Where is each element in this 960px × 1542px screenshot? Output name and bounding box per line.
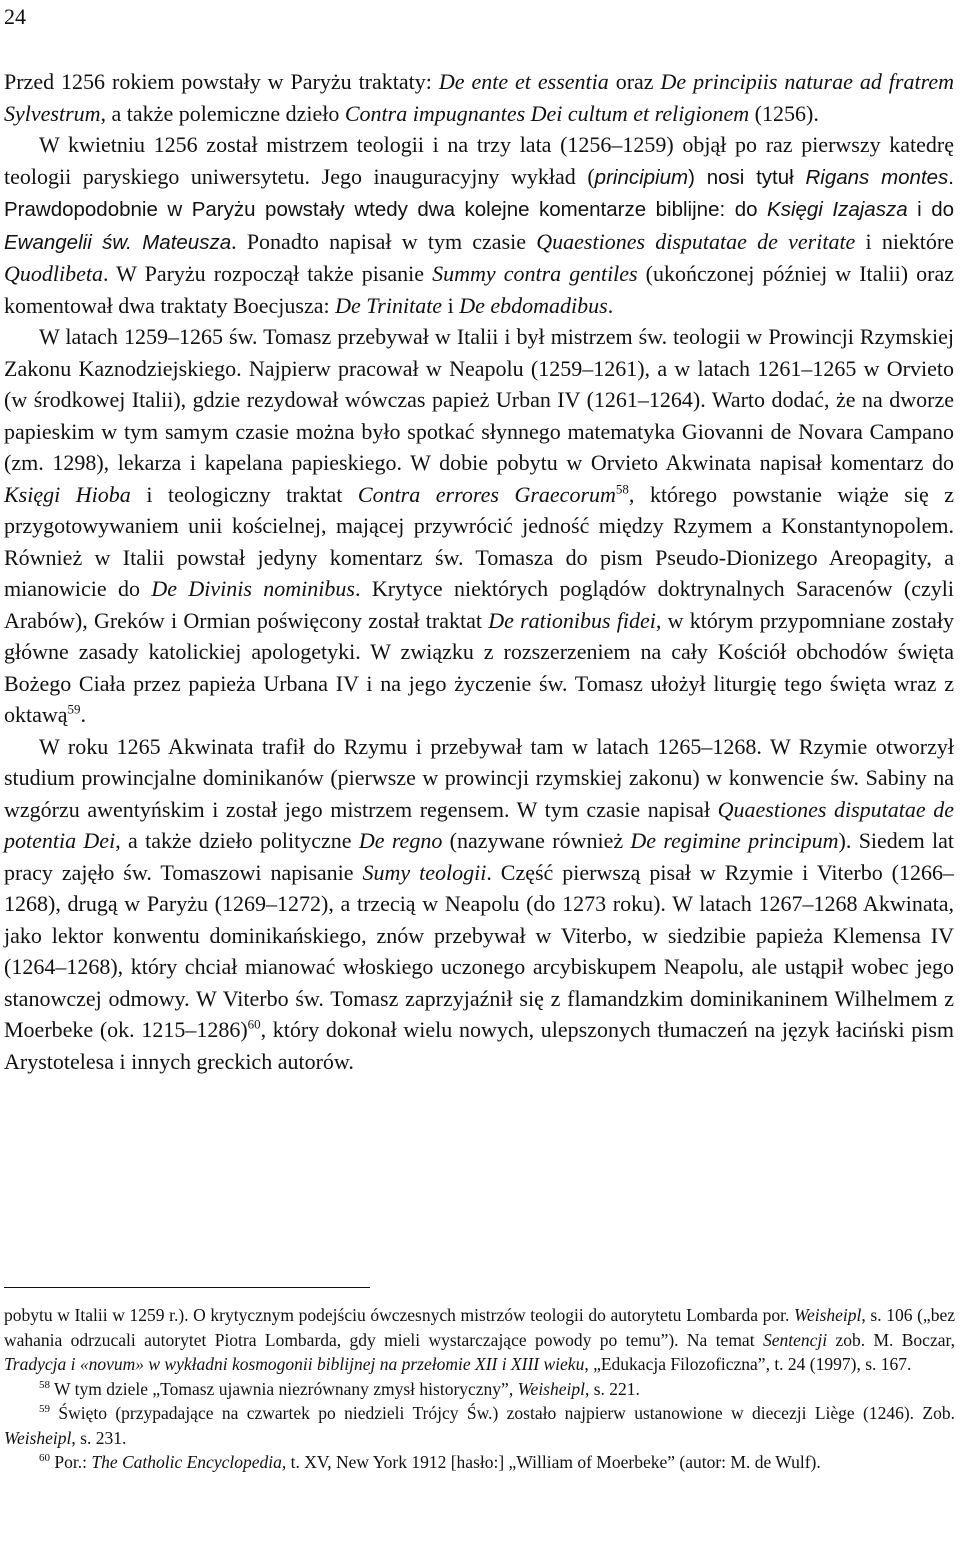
footnote-number: 60 xyxy=(39,1452,50,1465)
footnotes xyxy=(4,1303,955,1475)
footnote-59: $^{59}$ Święto (przypadające na czwartek po niedzieli Trójcy Św.) zostało najpierw ustanowione w diecezji Liège (1246). Zob. Weisheipl, s. 231. xyxy=(4,1403,955,1448)
paragraph-1: Przed 1256 rokiem powstały w Paryżu traktaty: De ente et essentia oraz De principiis naturae ad fratrem Sylvestrum, a także polemiczne dzieło Contra impugnantes Dei cultum et religionem (1256). xyxy=(4,69,954,126)
footnote-58: $^{58}$ W tym dziele „Tomasz ujawnia niezrównany zmysł historyczny”, Weisheipl, s. 221. xyxy=(39,1378,640,1399)
footnote-60: $^{60}$ Por.: The Catholic Encyclopedia, t. XV, New York 1912 [hasło:] „William of Moerbeke” (autor: M. de Wulf). xyxy=(39,1452,821,1472)
main-text xyxy=(4,66,954,1077)
footnote-ref-58[interactable]: 58 xyxy=(615,481,629,497)
footnote-number: 59 xyxy=(39,1403,50,1416)
footnote-ref-59[interactable]: 59 xyxy=(67,701,81,717)
paragraph-2: W kwietniu 1256 został mistrzem teologii i na trzy lata (1256–1259) objął po raz pierwszy katedrę teologii paryskiego uniwersytetu. Jego inauguracyjny wykład (principium) nosi tytuł Rigans montes. Prawdopodobnie w Paryżu powstały wtedy dwa kolejne komentarze biblijne: do Księgi Izajasza i do Ewangelii św. Mateusza. Ponadto napisał w tym czasie Quaestiones disputatae de veritate i niektóre Quodlibeta. W Paryżu rozpoczął także pisanie Summy contra gentiles (ukończonej później w Italii) oraz komentował dwa traktaty Boecjusza: De Trinitate i De ebdomadibus. xyxy=(4,132,954,318)
page-number: 24 xyxy=(4,4,26,29)
footnote-continuation: pobytu w Italii w 1259 r.). O krytycznym podejściu ówczesnych mistrzów teologii do autorytetu Lombarda por. Weisheipl, s. 106 („bez wahania odrzucali autorytet Piotra Lombarda, gdy mieli wystarczające powody po temu”). Na temat Sentencji zob. M. Boczar, Tradycja i «novum» w wykładni kosmogonii biblijnej na przełomie XII i XIII wieku, „Edukacja Filozoficzna”, t. 24 (1997), s. 167. xyxy=(4,1305,955,1374)
footnote-ref-60[interactable]: 60 xyxy=(247,1016,261,1032)
footnote-number: 58 xyxy=(39,1378,50,1391)
paragraph-4: W roku 1265 Akwinata trafił do Rzymu i przebywał tam w latach 1265–1268. W Rzymie otworzył studium prowincjalne dominikanów (pierwsze w prowincji rzymskiej zakonu) w konwencie św. Sabiny na wzgórzu awentyńskim i został jego mistrzem regensem. W tym czasie napisał Quaestiones disputatae de potentia Dei, a także dzieło polityczne De regno (nazywane również De regimine principum). Siedem lat pracy zajęło św. Tomaszowi napisanie Sumy teologii. Część pierwszą pisał w Rzymie i Viterbo (1266–1268), drugą w Paryżu (1269–1272), a trzecią w Neapolu (do 1273 roku). W latach 1267–1268 Akwinata, jako lektor konwentu dominikańskiego, znów przebywał w Viterbo, w siedzibie papieża Klemensa IV (1264–1268), który chciał mianować włoskiego uczonego arcybiskupem Neapolu, ale ustąpił wobec jego stanowczej odmowy. W Viterbo św. Tomasz zaprzyjaźnił się z flamandzkim dominikaninem Wilhelmem z Moerbeke (ok. 1215–1286)$^{60}$, który dokonał wielu nowych, ulepszonych tłumaczeń na język łaciński pism Arystotelesa i innych greckich autorów. xyxy=(4,733,954,1074)
paragraph-3: W latach 1259–1265 św. Tomasz przebywał w Italii i był mistrzem św. teologii w Prowincji Rzymskiej Zakonu Kaznodziejskiego. Najpierw pracował w Neapolu (1259–1261), a w latach 1261–1265 w Orvieto (w środkowej Italii), gdzie rezydował wówczas papież Urban IV (1261–1264). Warto dodać, że na dworze papieskim w tym samym czasie można było spotkać słynnego matematyka Giovanni de Novara Campano (zm. 1298), lekarza i kapelana papieskiego. W dobie pobytu w Orvieto Akwinata napisał komentarz do Księgi Hioba i teologiczny traktat Contra errores Graecorum$^{58}$, którego powstanie wiąże się z przygotowywaniem unii kościelnej, mającej przywrócić jedność między Rzymem a Konstantynopolem. Również w Italii powstał jedyny komentarz św. Tomasza do pism Pseudo-Dionizego Areopagity, a mianowicie do De Divinis nominibus. Krytyce niektórych poglądów doktrynalnych Saracenów (czyli Arabów), Greków i Ormian poświęcony został traktat De rationibus fidei, w którym przypomniane zostały główne zasady katolickiej apologetyki. W związku z rozszerzeniem na cały Kościół obchodów święta Bożego Ciała przez papieża Urbana IV i na jego życzenie św. Tomasz ułożył liturgię tego święta wraz z oktawą$^{59}$. xyxy=(4,324,955,727)
footnote-separator xyxy=(4,1287,370,1288)
